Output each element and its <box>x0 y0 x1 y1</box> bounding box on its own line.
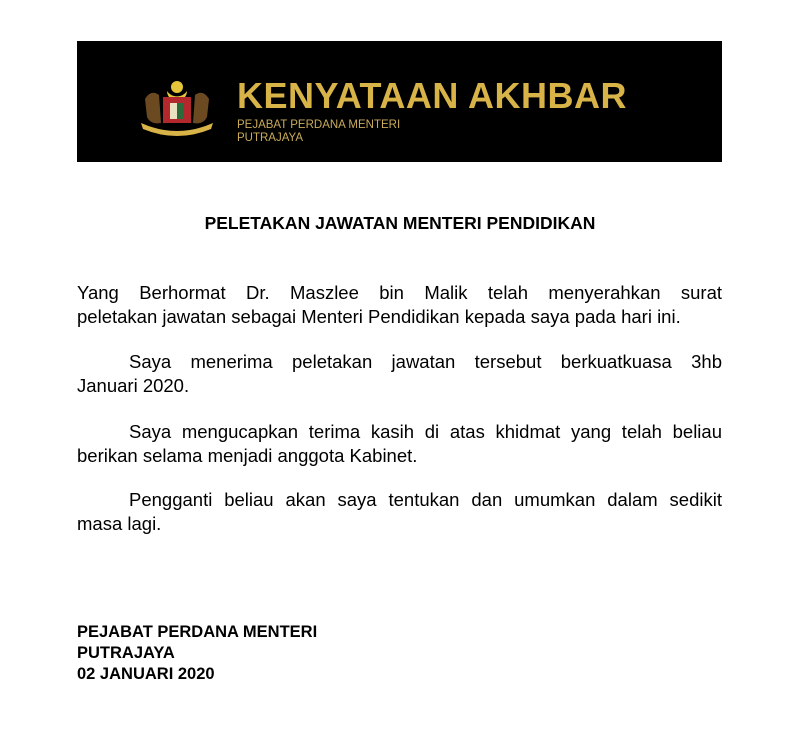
coat-of-arms-icon <box>137 79 217 137</box>
banner-subtitle-city: PUTRAJAYA <box>237 132 304 144</box>
paragraph-line: Pengganti beliau akan saya tentukan dan umumkan dalam sedikit <box>129 489 722 510</box>
paragraph-line: Januari 2020. <box>77 375 190 396</box>
paragraph-line: berikan selama menjadi anggota Kabinet. <box>77 445 418 466</box>
document-title: PELETAKAN JAWATAN MENTERI PENDIDIKAN <box>204 213 596 233</box>
footer-date: 02 JANUARI 2020 <box>77 665 215 683</box>
paragraph-line: Yang Berhormat Dr. Maszlee bin Malik telah menyerahkan surat <box>77 282 722 303</box>
paragraph-line: masa lagi. <box>77 513 162 534</box>
footer-city: PUTRAJAYA <box>77 644 175 662</box>
press-release-banner <box>77 41 722 162</box>
banner-subtitle-office: PEJABAT PERDANA MENTERI <box>237 119 401 131</box>
paragraph-line: peletakan jawatan sebagai Menteri Pendidikan kepada saya pada hari ini. <box>77 306 681 327</box>
paragraph-line: Saya menerima peletakan jawatan tersebut berkuatkuasa 3hb <box>129 351 722 372</box>
paragraph-line: Saya mengucapkan terima kasih di atas khidmat yang telah beliau <box>129 421 722 442</box>
footer-office: PEJABAT PERDANA MENTERI <box>77 623 318 641</box>
banner-title: KENYATAAN AKHBAR <box>237 75 628 116</box>
